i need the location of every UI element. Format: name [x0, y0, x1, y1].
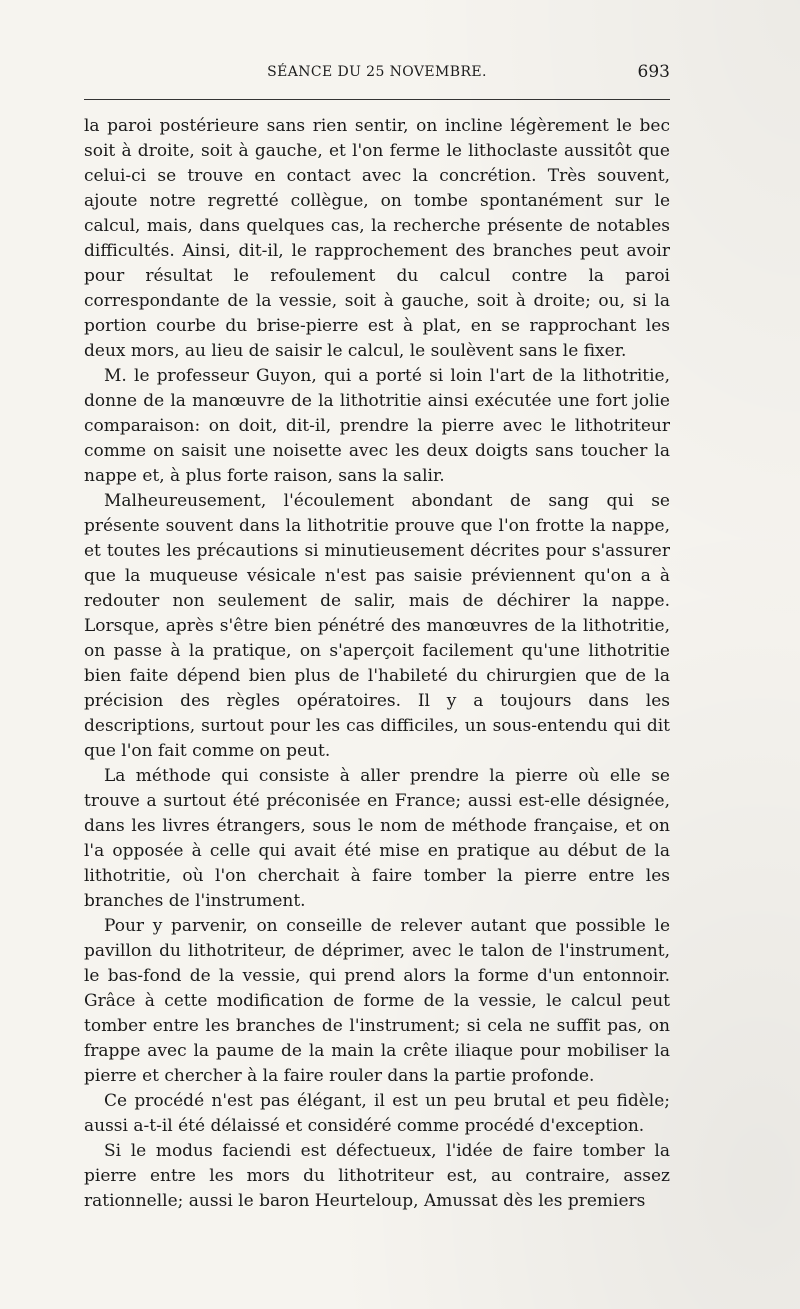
paragraph: M. le professeur Guyon, qui a porté si loin l'art de la lithotritie, donne de la manœuvre de la lithotritie ainsi exécutée une fort jolie comparaison: on doit, dit-il, prendre la pierre avec le lithotriteur comme on saisit une noisette avec les deux doigts sans toucher la nappe et, à plus forte raison, sans la salir.	[84, 366, 670, 486]
body-text	[84, 114, 670, 1214]
page-number: 693	[637, 62, 670, 82]
paragraph: la paroi postérieure sans rien sentir, on incline légèrement le bec soit à droite, soit à gauche, et l'on ferme le lithoclaste aussitôt que celui-ci se trouve en contact avec la concrétion. Très souvent, ajoute notre regretté collègue, on tombe spontanément sur le calcul, mais, dans quelques cas, la recherche présente de notables difficultés. Ainsi, dit-il, le rapprochement des branches peut avoir pour résultat le refoulement du calcul contre la paroi correspondante de la vessie, soit à gauche, soit à droite; ou, si la portion courbe du brise-pierre est à plat, en se rapprochant les deux mors, au lieu de saisir le calcul, le soulèvent sans le fixer.	[84, 116, 670, 361]
paragraph: Pour y parvenir, on conseille de relever autant que possible le pavillon du lithotriteur, de déprimer, avec le talon de l'instrument, le bas-fond de la vessie, qui prend alors la forme d'un entonnoir. Grâce à cette modification de forme de la vessie, le calcul peut tomber entre les branches de l'instrument; si cela ne suffit pas, on frappe avec la paume de la main la crête iliaque pour mobiliser la pierre et chercher à la faire rouler dans la partie profonde.	[84, 916, 670, 1086]
running-title: SÉANCE DU 25 NOVEMBRE.	[267, 64, 487, 80]
paragraph: Ce procédé n'est pas élégant, il est un peu brutal et peu fidèle; aussi a-t-il été délaissé et considéré comme procédé d'exception.	[84, 1091, 670, 1136]
header-rule	[84, 99, 670, 100]
paragraph: Si le modus faciendi est défectueux, l'idée de faire tomber la pierre entre les mors du lithotriteur est, au contraire, assez rationnelle; aussi le baron Heurteloup, Amussat dès les premiers	[84, 1141, 670, 1211]
page-header	[84, 62, 670, 88]
paragraph: La méthode qui consiste à aller prendre la pierre où elle se trouve a surtout été préconisée en France; aussi est-elle désignée, dans les livres étrangers, sous le nom de méthode française, et on l'a opposée à celle qui avait été mise en pratique au début de la lithotritie, où l'on cherchait à faire tomber la pierre entre les branches de l'instrument.	[84, 766, 670, 911]
paragraph: Malheureusement, l'écoulement abondant de sang qui se présente souvent dans la lithotritie prouve que l'on frotte la nappe, et toutes les précautions si minutieusement décrites pour s'assurer que la muqueuse vésicale n'est pas saisie préviennent qu'on a à redouter non seulement de salir, mais de déchirer la nappe. Lorsque, après s'être bien pénétré des manœuvres de la lithotritie, on passe à la pratique, on s'aperçoit facilement qu'une lithotritie bien faite dépend bien plus de l'habileté du chirurgien que de la précision des règles opératoires. Il y a toujours dans les descriptions, surtout pour les cas difficiles, un sous-entendu qui dit que l'on fait comme on peut.	[84, 491, 670, 761]
